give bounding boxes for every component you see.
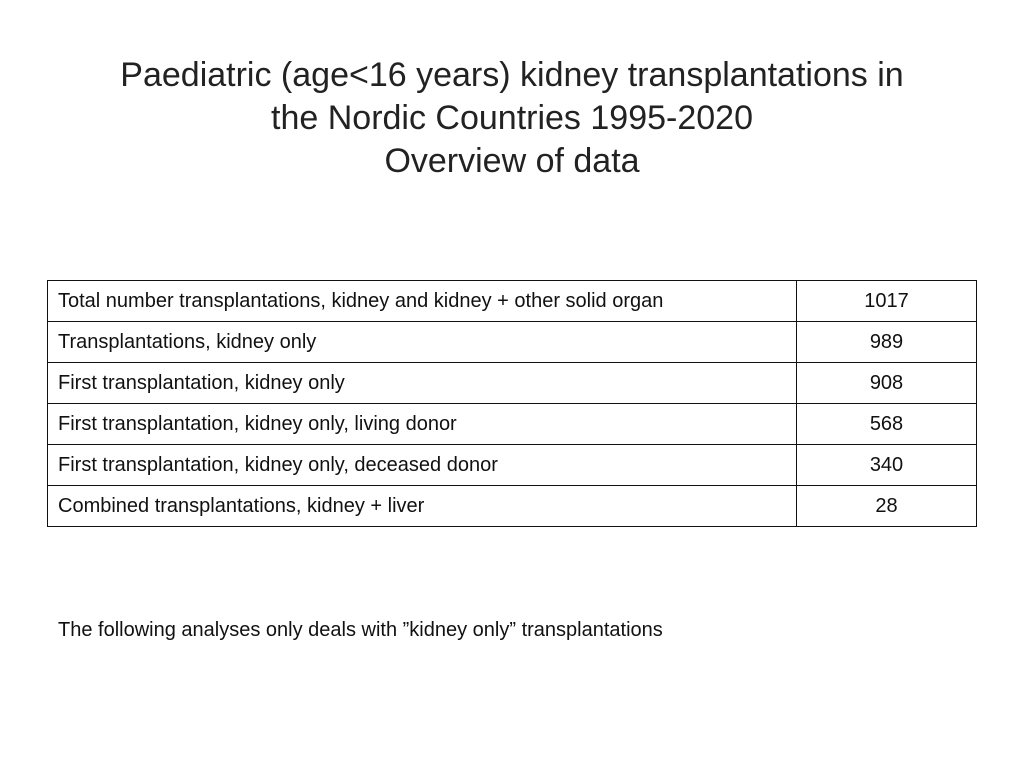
footnote: The following analyses only deals with ”kidney only” transplantations: [58, 619, 663, 641]
table-row: [48, 281, 977, 322]
row-label: First transplantation, kidney only: [48, 363, 797, 404]
overview-table: [47, 280, 977, 527]
table-row: [48, 363, 977, 404]
row-value: 908: [797, 363, 977, 404]
row-value: 28: [797, 486, 977, 527]
row-label: Combined transplantations, kidney + liver: [48, 486, 797, 527]
title-line: Overview of data: [384, 142, 640, 180]
row-label: First transplantation, kidney only, living donor: [48, 404, 797, 445]
slide-title: [60, 54, 964, 183]
row-value: 340: [797, 445, 977, 486]
table-row: [48, 486, 977, 527]
table-row: [48, 445, 977, 486]
row-value: 1017: [797, 281, 977, 322]
table-row: [48, 322, 977, 363]
row-label: Transplantations, kidney only: [48, 322, 797, 363]
row-label: Total number transplantations, kidney and kidney + other solid organ: [48, 281, 797, 322]
row-label: First transplantation, kidney only, deceased donor: [48, 445, 797, 486]
title-line: the Nordic Countries 1995-2020: [271, 99, 753, 137]
row-value: 989: [797, 322, 977, 363]
row-value: 568: [797, 404, 977, 445]
table-row: [48, 404, 977, 445]
title-line: Paediatric (age<16 years) kidney transplantations in: [120, 56, 904, 94]
